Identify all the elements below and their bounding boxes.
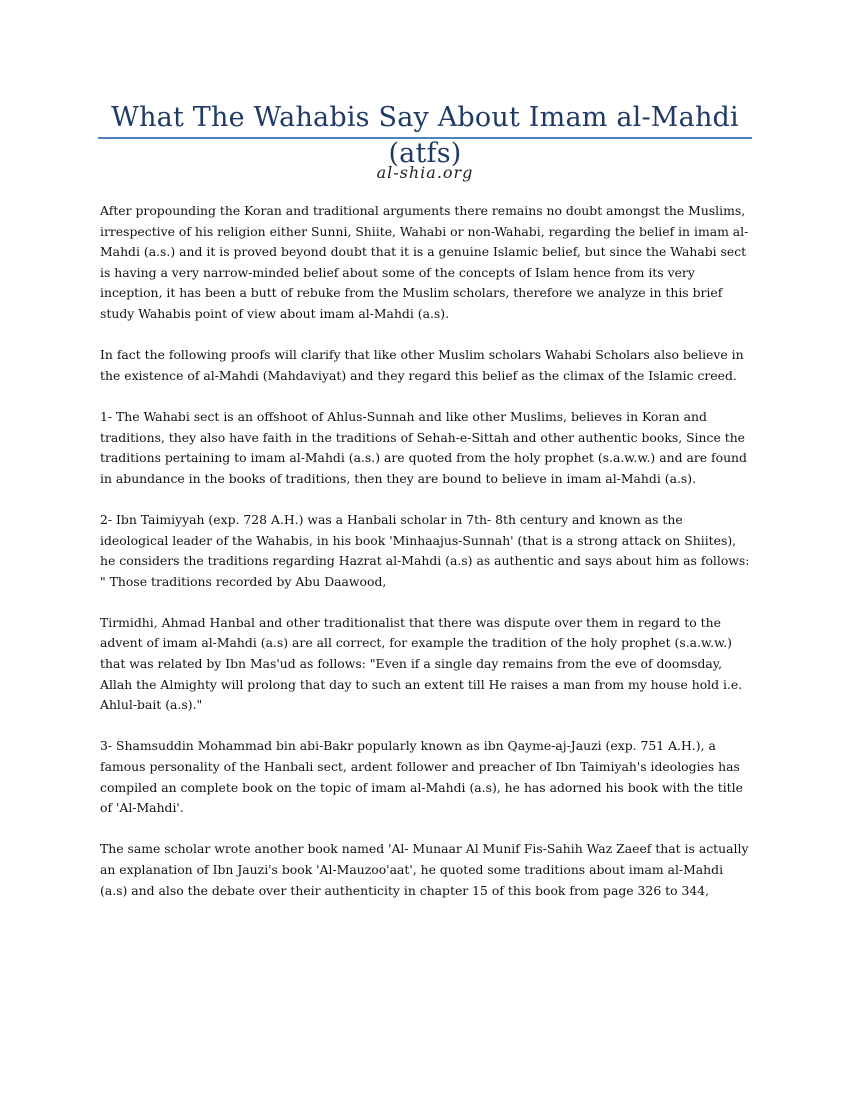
paragraph-point-1: 1- The Wahabi sect is an offshoot of Ahlus-Sunnah and like other Muslims, believes in Koran and traditions, they also have faith in the traditions of Sehah-e-Sittah and other authentic books, Since the traditions pertaining to imam al-Mahdi (a.s.) are quoted from the holy prophet (s.a.w.w.) and are found in abundance in the books of traditions, then they are bound to believe in imam al-Mahdi (a.s). xyxy=(100,408,747,486)
document-body xyxy=(100,201,752,922)
page-title: What The Wahabis Say About Imam al-Mahdi (atfs) xyxy=(111,102,739,169)
paragraph-point-3: 3- Shamsuddin Mohammad bin abi-Bakr popularly known as ibn Qayme-aj-Jauzi (exp. 751 A.H.), a famous personality of the Hanbali sect, ardent follower and preacher of Ibn Taimiyah's ideologies has compiled an complete book on the topic of imam al-Mahdi (a.s), he has adorned his book with the title of 'Al-Mahdi'. xyxy=(100,738,743,816)
title-underline xyxy=(98,137,752,139)
paragraph-point-3-continued: The same scholar wrote another book named 'Al- Munaar Al Munif Fis-Sahih Waz Zaeef that is actually an explanation of Ibn Jauzi's book 'Al-Mauzoo'aat', he quoted some traditions about imam al-Mahdi (a.s) and also the debate over their authenticity in chapter 15 of this book from page 326 to 344, xyxy=(100,841,749,898)
paragraph-point-2: 2- Ibn Taimiyyah (exp. 728 A.H.) was a Hanbali scholar in 7th- 8th century and known as the ideological leader of the Wahabis, in his book 'Minhaajus-Sunnah' (that is a strong attack on Shiites), he considers the traditions regarding Hazrat al-Mahdi (a.s) as authentic and says about him as follows: " Those traditions recorded by Abu Daawood, xyxy=(100,511,750,589)
paragraph-proofs: In fact the following proofs will clarify that like other Muslim scholars Wahabi Scholars also believe in the existence of al-Mahdi (Mahdaviyat) and they regard this belief as the climax of the Islamic creed. xyxy=(100,347,744,383)
paragraph-point-2-continued: Tirmidhi, Ahmad Hanbal and other traditionalist that there was dispute over them in regard to the advent of imam al-Mahdi (a.s) are all correct, for example the tradition of the holy prophet (s.a.w.w.) that was related by Ibn Mas'ud as follows: "Even if a single day remains from the eve of doomsday, Allah the Almighty will prolong that day to such an extent till He raises a man from my house hold i.e. Ahlul-bait (a.s)." xyxy=(100,614,743,713)
page-subtitle: al-shia.org xyxy=(376,163,474,182)
paragraph-intro: After propounding the Koran and traditional arguments there remains no doubt amongst the Muslims, irrespective of his religion either Sunni, Shiite, Wahabi or non-Wahabi, regarding the belief in imam al-Mahdi (a.s.) and it is proved beyond doubt that it is a genuine Islamic belief, but since the Wahabi sect is having a very narrow-minded belief about some of the concepts of Islam hence from its very inception, it has been a butt of rebuke from the Muslim scholars, therefore we analyze in this brief study Wahabis point of view about imam al-Mahdi (a.s). xyxy=(100,203,749,321)
